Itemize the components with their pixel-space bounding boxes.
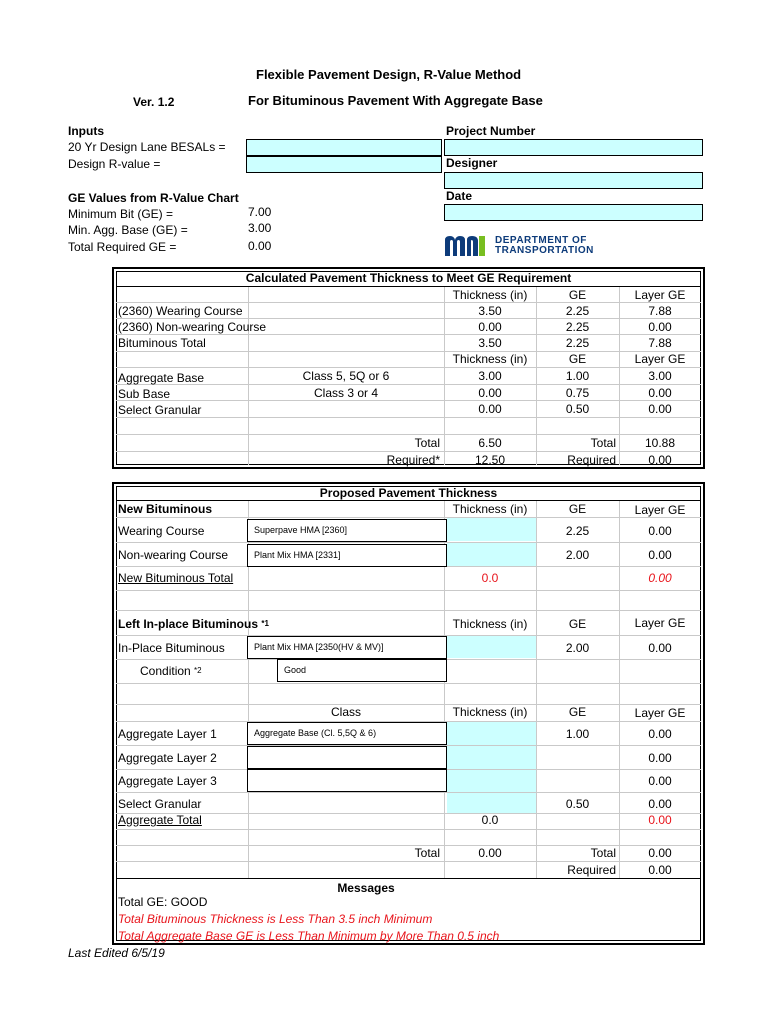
- thickness-value: 3.50: [478, 304, 502, 318]
- condition-select[interactable]: Good: [277, 659, 447, 682]
- agg1-thickness-input[interactable]: [447, 722, 536, 745]
- logo-line1: DEPARTMENT OF: [495, 235, 587, 246]
- thickness-value: 0.00: [478, 402, 502, 416]
- page-subtitle: For Bituminous Pavement With Aggregate Base: [248, 93, 543, 108]
- ge-value: 2.25: [565, 336, 590, 350]
- message-bituminous-warning: Total Bituminous Thickness is Less Than 3.5 inch Minimum: [118, 912, 433, 926]
- new-bit-total-layer-ge: 0.00: [648, 571, 672, 585]
- calc-col-layer-ge: Layer GE: [634, 288, 686, 302]
- layer-ge-value: 0.00: [648, 320, 672, 334]
- calc-col-ge-2: GE: [568, 352, 587, 366]
- row-label: (2360) Wearing Course: [118, 304, 243, 318]
- prop-col-ge: GE: [568, 502, 587, 516]
- row-label: (2360) Non-wearing Course: [118, 320, 267, 334]
- agg2-label: Aggregate Layer 2: [118, 751, 217, 765]
- version-label: Ver. 1.2: [133, 95, 175, 109]
- inplace-label: In-Place Bituminous: [118, 641, 225, 655]
- select-granular-ge: 0.50: [565, 797, 590, 811]
- left-col-layer-ge: Layer GE: [634, 616, 686, 630]
- class-value: Class 5, 5Q or 6: [302, 369, 390, 383]
- total-req-ge-value: 0.00: [248, 239, 272, 253]
- inplace-ge: 2.00: [565, 641, 590, 655]
- condition-label: Condition $^{*2}$: [140, 664, 202, 678]
- wearing-course-select[interactable]: Superpave HMA [2360]: [247, 519, 447, 542]
- inplace-bituminous-select[interactable]: Plant Mix HMA [2350(HV & MV)]: [247, 636, 447, 659]
- prop-col-layer-ge: Layer GE: [634, 503, 686, 517]
- row-label: Aggregate Base: [118, 371, 205, 385]
- calc-required-label: Required*: [386, 453, 440, 467]
- row-label: Bituminous Total: [118, 336, 206, 350]
- calc-required-thickness: 12.50: [474, 453, 506, 467]
- nonwearing-label: Non-wearing Course: [118, 548, 229, 562]
- nonwearing-thickness-input[interactable]: [447, 543, 536, 566]
- prop-total-label: Total: [414, 846, 440, 860]
- min-agg-value: 3.00: [248, 221, 272, 235]
- proposed-title: Proposed Pavement Thickness: [319, 486, 498, 500]
- layer-ge-value: 3.00: [648, 369, 672, 383]
- new-bit-heading: New Bituminous: [118, 502, 213, 516]
- project-number-input[interactable]: [444, 139, 703, 156]
- wearing-layer-ge: 0.00: [648, 524, 672, 538]
- layer-ge-value: 0.00: [648, 402, 672, 416]
- project-number-label: Project Number: [446, 124, 536, 138]
- agg-total-label: Aggregate Total: [118, 813, 202, 827]
- calc-total-label: Total: [414, 436, 440, 450]
- date-label: Date: [446, 189, 473, 203]
- prop-required-ge: 0.00: [648, 863, 672, 877]
- logo-line2: TRANSPORTATION: [495, 245, 594, 256]
- inplace-thickness-input[interactable]: [447, 635, 536, 658]
- thickness-value: 0.00: [478, 320, 502, 334]
- prop-required-label: Required: [567, 863, 616, 877]
- wearing-thickness-input[interactable]: [447, 518, 536, 541]
- agg2-select[interactable]: [247, 746, 447, 769]
- row-label: Sub Base: [118, 387, 171, 401]
- designer-input[interactable]: [444, 172, 703, 189]
- rvalue-label: Design R-value =: [68, 157, 161, 171]
- select-granular-label: Select Granular: [118, 797, 202, 811]
- min-agg-label: Min. Agg. Base (GE) =: [68, 223, 188, 237]
- calc-required-ge-label: Required: [567, 453, 616, 467]
- agg-col-thickness: Thickness (in): [452, 705, 528, 719]
- calc-total-thickness: 6.50: [478, 436, 502, 450]
- select-granular-thickness-input[interactable]: [447, 793, 536, 813]
- mndot-logo: [445, 235, 615, 257]
- thickness-value: 3.00: [478, 369, 502, 383]
- inputs-heading: Inputs: [68, 124, 104, 138]
- agg-col-class: Class: [330, 705, 361, 719]
- agg1-layer-ge: 0.00: [648, 727, 672, 741]
- agg1-label: Aggregate Layer 1: [118, 727, 217, 741]
- besal-input[interactable]: [246, 139, 442, 156]
- agg-col-layer-ge: Layer GE: [634, 706, 686, 720]
- ge-value: 2.25: [565, 320, 590, 334]
- calc-total-ge: 10.88: [644, 436, 676, 450]
- min-bit-value: 7.00: [248, 205, 272, 219]
- mn-logo-icon: [445, 236, 487, 256]
- last-edited: Last Edited 6/5/19: [68, 946, 165, 960]
- class-value: Class 3 or 4: [313, 386, 379, 400]
- message-total-ge: Total GE: GOOD: [118, 895, 208, 909]
- prop-col-thickness: Thickness (in): [452, 502, 528, 516]
- calc-col-layer-ge-2: Layer GE: [634, 352, 686, 366]
- page-title: Flexible Pavement Design, R-Value Method: [256, 67, 522, 82]
- calc-col-thickness-2: Thickness (in): [452, 352, 528, 366]
- left-col-thickness: Thickness (in): [452, 617, 528, 631]
- agg-total-layer-ge: 0.00: [648, 813, 672, 827]
- layer-ge-value: 7.88: [648, 304, 672, 318]
- ge-value: 1.00: [565, 369, 590, 383]
- total-req-ge-label: Total Required GE =: [68, 240, 177, 254]
- left-col-ge: GE: [568, 617, 587, 631]
- row-label: Select Granular: [118, 403, 202, 417]
- wearing-label: Wearing Course: [118, 524, 205, 538]
- layer-ge-value: 0.00: [648, 386, 672, 400]
- select-granular-layer-ge: 0.00: [648, 797, 672, 811]
- wearing-ge: 2.25: [565, 524, 590, 538]
- agg-col-ge: GE: [568, 705, 587, 719]
- designer-label: Designer: [446, 156, 498, 170]
- rvalue-input[interactable]: [246, 156, 442, 173]
- layer-ge-value: 7.88: [648, 336, 672, 350]
- agg3-label: Aggregate Layer 3: [118, 774, 217, 788]
- new-bit-total-label: New Bituminous Total: [118, 571, 234, 585]
- calc-total-ge-label: Total: [590, 436, 616, 450]
- inplace-layer-ge: 0.00: [648, 641, 672, 655]
- agg2-layer-ge: 0.00: [648, 751, 672, 765]
- agg-total-thickness: 0.0: [481, 813, 499, 827]
- agg3-thickness-input[interactable]: [447, 769, 536, 792]
- agg3-select[interactable]: [247, 769, 447, 792]
- agg1-select[interactable]: Aggregate Base (Cl. 5,5Q & 6): [247, 722, 447, 745]
- agg2-thickness-input[interactable]: [447, 746, 536, 769]
- ge-value: 0.50: [565, 402, 590, 416]
- messages-heading: Messages: [337, 881, 395, 895]
- prop-total-ge: 0.00: [648, 846, 672, 860]
- agg3-layer-ge: 0.00: [648, 774, 672, 788]
- thickness-value: 3.50: [478, 336, 502, 350]
- prop-total-ge-label: Total: [590, 846, 616, 860]
- nonwearing-layer-ge: 0.00: [648, 548, 672, 562]
- ge-value: 0.75: [565, 386, 590, 400]
- besal-label: 20 Yr Design Lane BESALs =: [68, 140, 226, 154]
- message-aggregate-warning: Total Aggregate Base GE is Less Than Minimum by More Than 0.5 inch: [118, 929, 500, 943]
- calc-col-ge: GE: [568, 288, 587, 302]
- left-inplace-heading: Left In-place Bituminous $^{*1}$: [118, 617, 269, 631]
- date-input[interactable]: [444, 204, 703, 221]
- thickness-value: 0.00: [478, 386, 502, 400]
- nonwearing-ge: 2.00: [565, 548, 590, 562]
- nonwearing-course-select[interactable]: Plant Mix HMA [2331]: [247, 544, 447, 567]
- min-bit-label: Minimum Bit (GE) =: [68, 207, 174, 221]
- agg1-ge: 1.00: [565, 727, 590, 741]
- calc-title: Calculated Pavement Thickness to Meet GE Requirement: [245, 271, 572, 285]
- prop-total-thickness: 0.00: [478, 846, 502, 860]
- ge-values-heading: GE Values from R-Value Chart: [68, 191, 239, 205]
- ge-value: 2.25: [565, 304, 590, 318]
- new-bit-total-thickness: 0.0: [481, 571, 499, 585]
- calc-required-ge: 0.00: [648, 453, 672, 467]
- calc-col-thickness: Thickness (in): [452, 288, 528, 302]
